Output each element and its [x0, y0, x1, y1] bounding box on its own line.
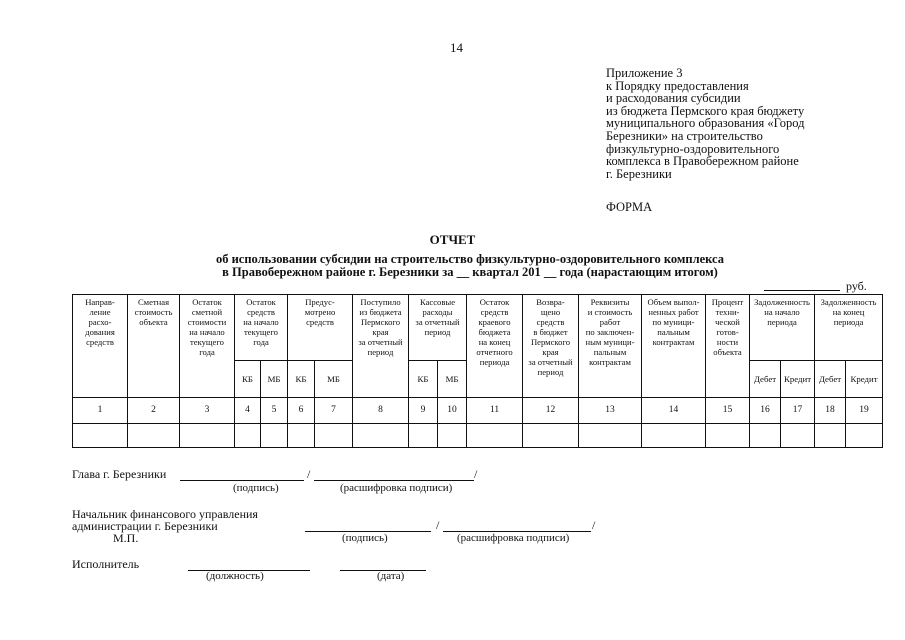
subheader-credit: Кредит [846, 361, 883, 397]
head-decode-line [314, 480, 474, 481]
subheader-credit: Кредит [781, 361, 815, 397]
empty-cell [750, 423, 781, 447]
currency-unit: руб. [846, 279, 867, 293]
header-planned: Предус- мотрено средств [288, 295, 353, 361]
column-number: 19 [846, 397, 883, 423]
appendix-line: к Порядку предоставления [606, 78, 749, 93]
header-direction: Направ- ление расхо- дования средств [73, 295, 128, 398]
report-title: ОТЧЕТ [429, 232, 476, 247]
column-number: 1 [73, 397, 128, 423]
column-number: 7 [315, 397, 353, 423]
column-number: 10 [438, 397, 467, 423]
column-number: 4 [235, 397, 261, 423]
subheader-kb: КБ [409, 361, 438, 397]
subheader-mb: МБ [438, 361, 467, 397]
decode-caption: (расшифровка подписи) [457, 532, 570, 544]
empty-cell [288, 423, 315, 447]
column-number: 8 [353, 397, 409, 423]
column-number: 6 [288, 397, 315, 423]
date-caption: (дата) [377, 570, 405, 582]
position-caption: (должность) [206, 570, 264, 582]
report-subtitle [60, 253, 880, 278]
empty-cell [523, 423, 579, 447]
appendix-line: и расходования субсидии [606, 91, 741, 106]
column-number: 15 [706, 397, 750, 423]
column-number: 11 [467, 397, 523, 423]
unit-underline [764, 290, 840, 291]
empty-cell [846, 423, 883, 447]
empty-cell [579, 423, 642, 447]
column-number: 9 [409, 397, 438, 423]
empty-cell [235, 423, 261, 447]
column-number: 12 [523, 397, 579, 423]
head-signature-line [180, 480, 304, 481]
column-number: 17 [781, 397, 815, 423]
signature-caption: (подпись) [233, 482, 279, 494]
appendix-line: Березники» на строительство [606, 128, 763, 143]
empty-cell [781, 423, 815, 447]
subheader-kb: КБ [288, 361, 315, 397]
form-label: ФОРМА [606, 200, 653, 214]
subheader-debit: Дебет [815, 361, 846, 397]
empty-cell [128, 423, 180, 447]
empty-cell [815, 423, 846, 447]
column-number: 16 [750, 397, 781, 423]
header-debt-end: Задолженность на конец периода [815, 295, 883, 361]
empty-cell [73, 423, 128, 447]
header-contract-details: Реквизиты и стоимость работ по заключен- ным муници- пальным контрактам [579, 295, 642, 398]
appendix-line: муниципального образования «Город [606, 116, 805, 131]
decode-caption: (расшифровка подписи) [340, 482, 453, 494]
subheader-mb: МБ [261, 361, 288, 397]
head-label: Глава г. Березники [72, 467, 167, 481]
empty-cell [315, 423, 353, 447]
stamp-label: М.П. [113, 531, 139, 545]
header-cash-expenses: Кассовые расходы за отчетный период [409, 295, 467, 361]
empty-cell [353, 423, 409, 447]
report-table [72, 294, 883, 448]
column-number: 3 [180, 397, 235, 423]
empty-cell [642, 423, 706, 447]
page-number: 14 [450, 40, 463, 55]
header-estimated-cost: Сметная стоимость объекта [128, 295, 180, 398]
appendix-line: г. Березники [606, 166, 672, 181]
slash: / [307, 467, 311, 481]
executor-label: Исполнитель [72, 557, 140, 571]
header-received: Поступило из бюджета Пермского края за отчетный период [353, 295, 409, 398]
slash: / [474, 467, 478, 481]
report-subtitle-line: об использовании субсидии на строительство физкультурно-оздоровительного комплекса [215, 252, 724, 266]
header-debt-start: Задолженность на начало периода [750, 295, 815, 361]
header-estimate-balance: Остаток сметной стоимости на начало текущего года [180, 295, 235, 398]
appendix-note [606, 67, 896, 180]
slash: / [436, 518, 440, 532]
column-number: 5 [261, 397, 288, 423]
subheader-debit: Дебет [750, 361, 781, 397]
header-funds-balance: Остаток средств на начало текущего года [235, 295, 288, 361]
table-row-empty [73, 423, 883, 447]
appendix-line: комплекса в Правобережном районе [606, 154, 799, 169]
slash: / [592, 518, 596, 532]
empty-cell [706, 423, 750, 447]
finance-head-label-line2: администрации г. Березники [72, 519, 218, 533]
header-returned: Возвра- щено средств в бюджет Пермского края за отчетный период [523, 295, 579, 398]
header-regional-balance: Остаток средств краевого бюджета на конец отчетного периода [467, 295, 523, 398]
appendix-line: из бюджета Пермского края бюджету [606, 103, 805, 118]
column-number: 14 [642, 397, 706, 423]
column-number: 18 [815, 397, 846, 423]
report-subtitle-line: в Правобережном районе г. Березники за __ квартал 201 __ года (нарастающим итогом) [222, 264, 718, 279]
appendix-line: Приложение 3 [606, 66, 683, 80]
signature-caption: (подпись) [342, 532, 388, 544]
header-readiness: Процент техни- ческой готов- ности объекта [706, 295, 750, 398]
subheader-kb: КБ [235, 361, 261, 397]
empty-cell [180, 423, 235, 447]
appendix-line: физкультурно-оздоровительного [606, 141, 780, 156]
empty-cell [261, 423, 288, 447]
column-number: 2 [128, 397, 180, 423]
header-work-volume: Объем выпол- ненных работ по муници- пальным контрактам [642, 295, 706, 398]
subheader-mb: МБ [315, 361, 353, 397]
empty-cell [438, 423, 467, 447]
column-number: 13 [579, 397, 642, 423]
empty-cell [409, 423, 438, 447]
empty-cell [467, 423, 523, 447]
finance-head-label: Начальник финансового управления [72, 507, 258, 521]
